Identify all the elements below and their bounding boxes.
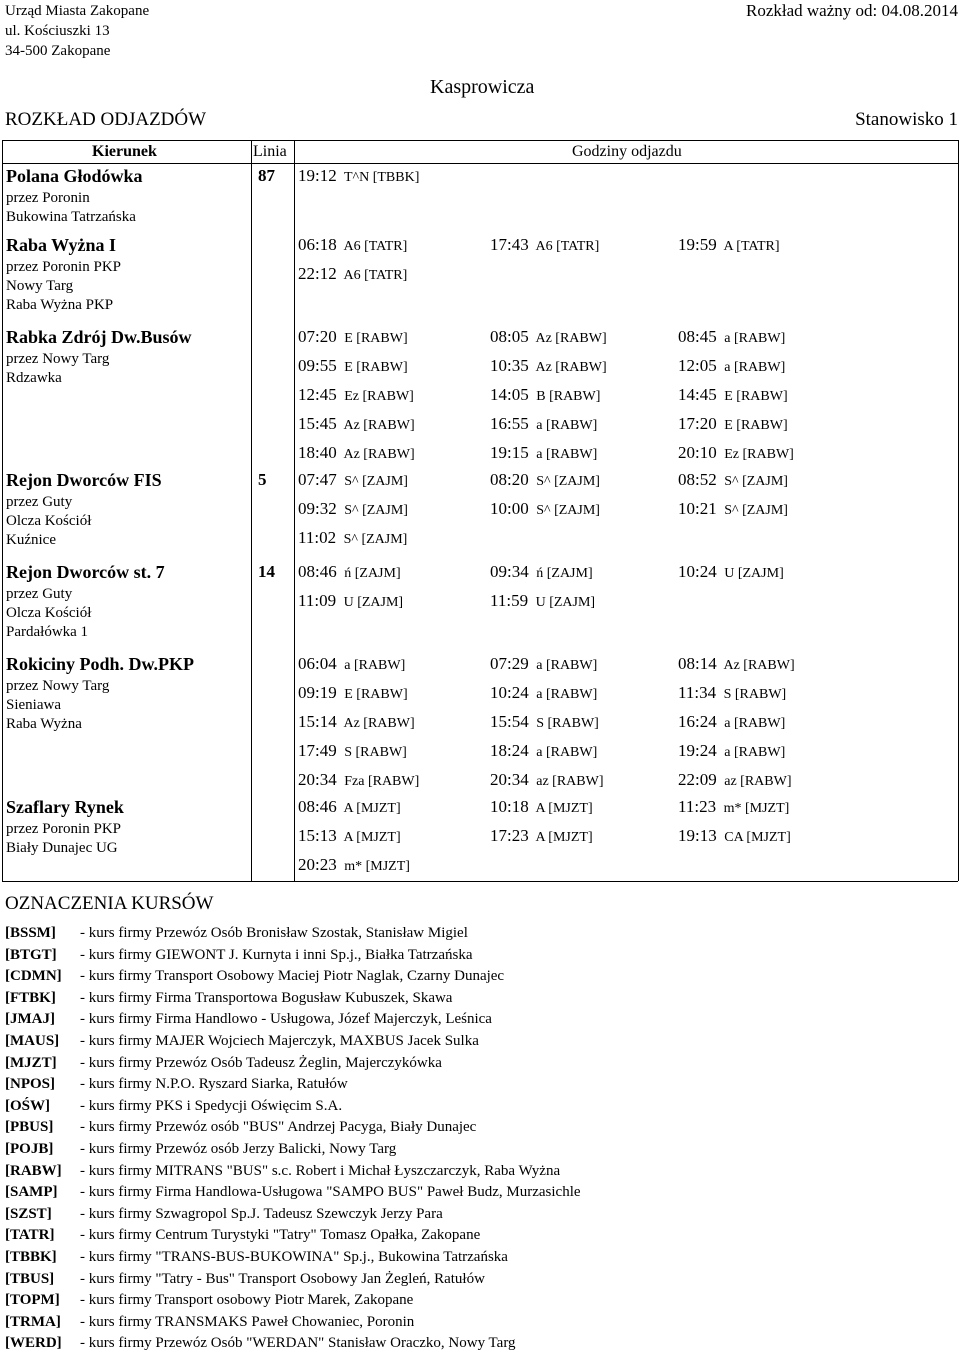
- departure-hour: 19:59: [678, 235, 717, 254]
- departure-time: [678, 712, 785, 732]
- legend-text: - kurs firmy TRANSMAKS Paweł Chowaniec, Poronin: [80, 1313, 415, 1330]
- legend-text: - kurs firmy Przewóz Osób "WERDAN" Stanisław Oraczko, Nowy Targ: [80, 1335, 516, 1352]
- legend-text: - kurs firmy Przewóz osób Jerzy Balicki, Nowy Targ: [80, 1141, 397, 1157]
- departure-time: [678, 443, 794, 463]
- departure-code: S^ [ZAJM]: [340, 503, 408, 518]
- departure-code: S^ [ZAJM]: [532, 474, 600, 489]
- legend-code: [MJZT]: [5, 1054, 57, 1071]
- departure-time: [298, 414, 415, 434]
- legend-item: [5, 947, 473, 964]
- departure-hour: 08:46: [298, 562, 337, 581]
- departure-hour: 14:05: [490, 385, 529, 404]
- departure-code: S [RABW]: [720, 687, 787, 702]
- departure-code: A [MJZT]: [532, 830, 593, 845]
- departure-hour: 19:13: [678, 826, 717, 845]
- legend-text: - kurs firmy Przewóz osób "BUS" Andrzej Pacyga, Biały Dunajec: [80, 1119, 477, 1136]
- legend-item: [5, 1119, 476, 1136]
- legend-code: [BTGT]: [5, 946, 57, 963]
- departure-code: E [RABW]: [340, 331, 408, 346]
- route-via-stop: przez Poronin PKP: [6, 821, 121, 837]
- departure-hour: 20:23: [298, 855, 337, 874]
- departure-code: Ez [RABW]: [340, 389, 414, 404]
- departure-time: [298, 797, 401, 817]
- legend-code: [WERD]: [5, 1335, 62, 1352]
- legend-code: [FTBK]: [5, 989, 56, 1006]
- route-via-stop: Pardałówka 1: [6, 624, 89, 640]
- table-border-bottom: [2, 881, 958, 882]
- departure-code: A6 [TATR]: [532, 239, 600, 254]
- departure-hour: 08:20: [490, 470, 529, 489]
- departure-code: A [TATR]: [720, 239, 780, 254]
- departure-hour: 11:23: [678, 797, 717, 816]
- page-title: ROZKŁAD ODJAZDÓW: [5, 109, 207, 130]
- departure-time: [490, 499, 600, 519]
- departure-hour: 15:13: [298, 826, 337, 845]
- legend-code: [NPOS]: [5, 1076, 55, 1093]
- office-name: Urząd Miasta Zakopane: [5, 3, 150, 19]
- departure-time: [490, 327, 607, 347]
- departure-time: [678, 414, 788, 434]
- legend-code: [CDMN]: [5, 968, 62, 985]
- legend-item: [5, 1335, 516, 1352]
- departure-time: [490, 712, 599, 732]
- departure-time: [490, 683, 597, 703]
- departure-hour: 08:45: [678, 327, 717, 346]
- departure-time: [678, 327, 785, 347]
- departure-code: T^N [TBBK]: [340, 170, 420, 185]
- departure-hour: 10:21: [678, 499, 717, 518]
- departure-hour: 11:09: [298, 591, 337, 610]
- route-via-stop: Olcza Kościół: [6, 605, 92, 621]
- departure-hour: 14:45: [678, 385, 717, 404]
- departure-hour: 15:45: [298, 414, 337, 433]
- legend-text: - kurs firmy Szwagropol Sp.J. Tadeusz Szewczyk Jerzy Para: [80, 1205, 443, 1222]
- departure-code: Az [RABW]: [720, 658, 795, 673]
- legend-code: [PBUS]: [5, 1119, 54, 1136]
- route-destination: Rabka Zdrój Dw.Busów: [6, 327, 192, 347]
- legend-item: [5, 1271, 485, 1288]
- departure-time: [678, 499, 788, 519]
- departure-code: a [RABW]: [532, 418, 598, 433]
- departure-code: az [RABW]: [532, 774, 604, 789]
- departure-hour: 10:24: [490, 683, 529, 702]
- departure-time: [298, 327, 408, 347]
- departure-code: S [RABW]: [532, 716, 599, 731]
- legend-text: - kurs firmy Centrum Turystyki "Tatry" Tomasz Opałka, Zakopane: [80, 1227, 481, 1244]
- departure-time: [678, 356, 785, 376]
- departure-time: [298, 528, 407, 548]
- departure-time: [678, 235, 780, 255]
- departure-code: a [RABW]: [532, 447, 598, 462]
- departure-time: [678, 385, 788, 405]
- departure-hour: 10:00: [490, 499, 529, 518]
- route-via-stop: Raba Wyżna: [6, 716, 82, 732]
- departure-hour: 18:40: [298, 443, 337, 462]
- departure-time: [298, 470, 408, 490]
- departure-hour: 18:24: [490, 741, 529, 760]
- departure-time: [490, 414, 597, 434]
- departure-code: a [RABW]: [532, 745, 598, 760]
- legend-item: [5, 1098, 342, 1115]
- departure-hour: 20:10: [678, 443, 717, 462]
- departure-hour: 11:02: [298, 528, 337, 547]
- legend-code: [POJB]: [5, 1141, 54, 1157]
- departure-code: a [RABW]: [532, 658, 598, 673]
- legend-item: [5, 1249, 508, 1266]
- legend-code: [MAUS]: [5, 1033, 60, 1049]
- departure-code: A [MJZT]: [340, 801, 401, 816]
- departure-code: A6 [TATR]: [340, 239, 408, 254]
- col-header-line: Linia: [253, 143, 287, 160]
- route-via-stop: Olcza Kościół: [6, 513, 92, 529]
- route-via-stop: przez Poronin PKP: [6, 259, 121, 275]
- departure-code: a [RABW]: [720, 745, 786, 760]
- departure-hour: 06:04: [298, 654, 337, 673]
- legend-text: - kurs firmy MITRANS "BUS" s.c. Robert i Michał Łyszczarczyk, Raba Wyżna: [80, 1162, 561, 1179]
- legend-code: [TBBK]: [5, 1249, 57, 1265]
- route-via-stop: przez Guty: [6, 586, 73, 602]
- route-via-stop: Kuźnice: [6, 532, 56, 548]
- route-via-stop: Bukowina Tatrzańska: [6, 209, 136, 225]
- departure-hour: 10:35: [490, 356, 529, 375]
- departure-code: CA [MJZT]: [720, 830, 791, 845]
- departure-code: A6 [TATR]: [340, 268, 408, 283]
- col-header-departures: Godziny odjazdu: [572, 143, 682, 160]
- legend-text: - kurs firmy "TRANS-BUS-BUKOWINA" Sp.j., Bukowina Tatrzańska: [80, 1249, 508, 1265]
- departure-hour: 12:45: [298, 385, 337, 404]
- legend-code: [SZST]: [5, 1205, 52, 1222]
- departure-hour: 11:34: [678, 683, 717, 702]
- legend-item: [5, 1227, 480, 1244]
- table-header-divider: [2, 163, 958, 164]
- departure-time: [678, 770, 792, 790]
- departure-hour: 19:24: [678, 741, 717, 760]
- departure-code: ń [ZAJM]: [532, 566, 593, 581]
- departure-code: S^ [ZAJM]: [532, 503, 600, 518]
- legend-text: - kurs firmy "Tatry - Bus" Transport Osobowy Jan Żegleń, Ratułów: [80, 1270, 485, 1287]
- departure-time: [298, 770, 419, 790]
- departure-code: U [ZAJM]: [340, 595, 404, 610]
- legend-code: [TBUS]: [5, 1270, 55, 1287]
- table-border-left: [2, 140, 3, 881]
- departure-hour: 10:18: [490, 797, 529, 816]
- legend-item: [5, 1076, 348, 1093]
- departure-hour: 08:46: [298, 797, 337, 816]
- legend-item: [5, 1314, 414, 1331]
- departure-code: S^ [ZAJM]: [720, 503, 788, 518]
- route-destination: Raba Wyżna I: [6, 235, 117, 255]
- departure-code: Az [RABW]: [532, 360, 607, 375]
- valid-from: Rozkład ważny od: 04.08.2014: [746, 1, 958, 20]
- departure-time: [490, 470, 600, 490]
- departure-time: [490, 654, 597, 674]
- departure-time: [678, 741, 785, 761]
- departure-hour: 08:14: [678, 654, 717, 673]
- route-line-number: 14: [258, 562, 275, 581]
- departure-time: [298, 855, 410, 875]
- departure-hour: 17:43: [490, 235, 529, 254]
- departure-time: [490, 770, 604, 790]
- legend-text: - kurs firmy Firma Handlowo - Usługowa, Józef Majerczyk, Leśnica: [80, 1011, 492, 1028]
- route-destination: Szaflary Rynek: [6, 797, 124, 817]
- departure-code: a [RABW]: [720, 331, 786, 346]
- departure-code: a [RABW]: [720, 360, 786, 375]
- departure-time: [298, 562, 401, 582]
- departure-hour: 19:12: [298, 166, 337, 185]
- departure-hour: 06:18: [298, 235, 337, 254]
- departure-hour: 17:49: [298, 741, 337, 760]
- table-border-right: [958, 140, 959, 881]
- route-line-number: 87: [258, 166, 275, 185]
- route-destination: Rejon Dworców st. 7: [6, 562, 165, 582]
- departure-code: B [RABW]: [532, 389, 601, 404]
- departure-hour: 20:34: [298, 770, 337, 789]
- departure-code: S^ [ZAJM]: [340, 474, 408, 489]
- legend-code: [TRMA]: [5, 1313, 61, 1330]
- departure-time: [298, 712, 415, 732]
- departure-hour: 08:05: [490, 327, 529, 346]
- departure-code: a [RABW]: [532, 687, 598, 702]
- departure-hour: 09:55: [298, 356, 337, 375]
- legend-text: - kurs firmy GIEWONT J. Kurnyta i inni Sp.j., Białka Tatrzańska: [80, 946, 473, 963]
- departure-hour: 07:29: [490, 654, 529, 673]
- legend-item: [5, 968, 504, 985]
- route-destination: Rokiciny Podh. Dw.PKP: [6, 654, 195, 674]
- departure-time: [678, 470, 788, 490]
- legend-item: [5, 1141, 396, 1158]
- route-via-stop: przez Guty: [6, 494, 73, 510]
- departure-code: Ez [RABW]: [720, 447, 794, 462]
- route-via-stop: Rdzawka: [6, 370, 62, 386]
- departure-time: [298, 654, 405, 674]
- route-destination: Rejon Dworców FIS: [6, 470, 162, 490]
- departure-time: [298, 235, 407, 255]
- departure-time: [298, 591, 403, 611]
- departure-time: [678, 826, 791, 846]
- legend-text: - kurs firmy N.P.O. Ryszard Siarka, Ratułów: [80, 1076, 348, 1093]
- legend-code: [SAMP]: [5, 1184, 58, 1201]
- departure-code: E [RABW]: [340, 687, 408, 702]
- departure-code: U [ZAJM]: [532, 595, 596, 610]
- departure-code: a [RABW]: [340, 658, 406, 673]
- departure-time: [678, 562, 784, 582]
- legend-text: - kurs firmy Przewóz Osób Tadeusz Żeglin, Majerczykówka: [80, 1054, 442, 1071]
- legend-text: - kurs firmy Transport Osobowy Maciej Piotr Naglak, Czarny Dunajec: [80, 968, 505, 985]
- departure-code: Az [RABW]: [340, 418, 415, 433]
- col-header-direction: Kierunek: [92, 143, 157, 160]
- departure-hour: 16:24: [678, 712, 717, 731]
- legend-text: - kurs firmy Przewóz Osób Bronisław Szostak, Stanisław Migiel: [80, 925, 468, 941]
- legend-text: - kurs firmy PKS i Spedycji Oświęcim S.A.: [80, 1097, 343, 1114]
- legend-title: OZNACZENIA KURSÓW: [5, 893, 214, 914]
- legend-code: [JMAJ]: [5, 1011, 55, 1028]
- legend-code: [TATR]: [5, 1227, 55, 1244]
- legend-code: [OŚW]: [5, 1097, 50, 1114]
- table-border-top: [2, 140, 958, 141]
- route-via-stop: Nowy Targ: [6, 278, 74, 294]
- table-col-divider: [251, 140, 252, 881]
- departure-hour: 09:19: [298, 683, 337, 702]
- departure-code: S^ [ZAJM]: [340, 532, 408, 547]
- departure-hour: 20:34: [490, 770, 529, 789]
- departure-code: az [RABW]: [720, 774, 792, 789]
- departure-time: [490, 797, 593, 817]
- route-via-stop: Sieniawa: [6, 697, 61, 713]
- route-via-stop: Raba Wyżna PKP: [6, 297, 114, 313]
- departure-time: [298, 741, 407, 761]
- route-line-number: 5: [258, 470, 267, 489]
- legend-text: - kurs firmy Firma Handlowa-Usługowa "SAMPO BUS" Paweł Budz, Murzasichle: [80, 1184, 581, 1201]
- legend-item: [5, 1011, 492, 1028]
- departure-code: m* [MJZT]: [720, 801, 790, 816]
- departure-code: U [ZAJM]: [720, 566, 784, 581]
- departure-code: E [RABW]: [720, 418, 788, 433]
- departure-code: A [MJZT]: [532, 801, 593, 816]
- departure-code: Az [RABW]: [340, 716, 415, 731]
- table-col-divider: [294, 140, 295, 881]
- departure-hour: 09:34: [490, 562, 529, 581]
- legend-item: [5, 1206, 443, 1223]
- legend-item: [5, 990, 452, 1007]
- departure-time: [298, 683, 408, 703]
- office-street: ul. Kościuszki 13: [5, 23, 110, 39]
- stand-label: Stanowisko 1: [855, 109, 958, 130]
- departure-hour: 09:32: [298, 499, 337, 518]
- legend-item: [5, 1184, 581, 1201]
- departure-time: [490, 591, 595, 611]
- departure-time: [298, 264, 407, 284]
- departure-time: [298, 356, 408, 376]
- departure-time: [298, 826, 401, 846]
- departure-hour: 22:09: [678, 770, 717, 789]
- departure-hour: 08:52: [678, 470, 717, 489]
- departure-code: ń [ZAJM]: [340, 566, 401, 581]
- departure-time: [298, 385, 414, 405]
- departure-hour: 15:14: [298, 712, 337, 731]
- departure-time: [298, 499, 408, 519]
- legend-item: [5, 1033, 479, 1050]
- legend-text: - kurs firmy Firma Transportowa Bogusław Kubuszek, Skawa: [80, 989, 453, 1006]
- departure-hour: 16:55: [490, 414, 529, 433]
- departure-time: [490, 826, 593, 846]
- route-via-stop: przez Poronin: [6, 190, 90, 206]
- departure-code: Fza [RABW]: [340, 774, 420, 789]
- departure-time: [678, 797, 789, 817]
- departure-time: [490, 235, 599, 255]
- route-destination: Polana Głodówka: [6, 166, 143, 186]
- route-via-stop: Biały Dunajec UG: [6, 840, 118, 856]
- departure-time: [490, 443, 597, 463]
- departure-time: [490, 385, 600, 405]
- departure-code: a [RABW]: [720, 716, 786, 731]
- route-via-stop: przez Nowy Targ: [6, 351, 110, 367]
- departure-code: Az [RABW]: [340, 447, 415, 462]
- departure-hour: 15:54: [490, 712, 529, 731]
- legend-text: - kurs firmy MAJER Wojciech Majerczyk, MAXBUS Jacek Sulka: [80, 1033, 479, 1049]
- departure-hour: 12:05: [678, 356, 717, 375]
- departure-hour: 22:12: [298, 264, 337, 283]
- departure-time: [678, 683, 786, 703]
- departure-hour: 07:47: [298, 470, 337, 489]
- departure-time: [678, 654, 795, 674]
- stop-name: Kasprowicza: [430, 76, 535, 98]
- legend-item: [5, 925, 468, 942]
- legend-text: - kurs firmy Transport osobowy Piotr Marek, Zakopane: [80, 1292, 414, 1309]
- departure-code: m* [MJZT]: [340, 859, 410, 874]
- departure-code: S^ [ZAJM]: [720, 474, 788, 489]
- departure-code: E [RABW]: [720, 389, 788, 404]
- departure-time: [298, 166, 419, 186]
- departure-code: E [RABW]: [340, 360, 408, 375]
- departure-code: S [RABW]: [340, 745, 407, 760]
- departure-time: [490, 356, 607, 376]
- office-city: 34-500 Zakopane: [5, 43, 111, 59]
- legend-item: [5, 1292, 413, 1309]
- departure-time: [490, 562, 593, 582]
- departure-hour: 17:20: [678, 414, 717, 433]
- legend-item: [5, 1163, 560, 1180]
- route-via-stop: przez Nowy Targ: [6, 678, 110, 694]
- departure-hour: 10:24: [678, 562, 717, 581]
- departure-hour: 19:15: [490, 443, 529, 462]
- departure-time: [298, 443, 415, 463]
- legend-code: [BSSM]: [5, 925, 56, 941]
- legend-code: [TOPM]: [5, 1292, 60, 1309]
- legend-item: [5, 1055, 442, 1072]
- departure-hour: 11:59: [490, 591, 529, 610]
- departure-hour: 17:23: [490, 826, 529, 845]
- departure-hour: 07:20: [298, 327, 337, 346]
- departure-time: [490, 741, 597, 761]
- departure-code: Az [RABW]: [532, 331, 607, 346]
- departure-code: A [MJZT]: [340, 830, 401, 845]
- legend-code: [RABW]: [5, 1162, 62, 1179]
